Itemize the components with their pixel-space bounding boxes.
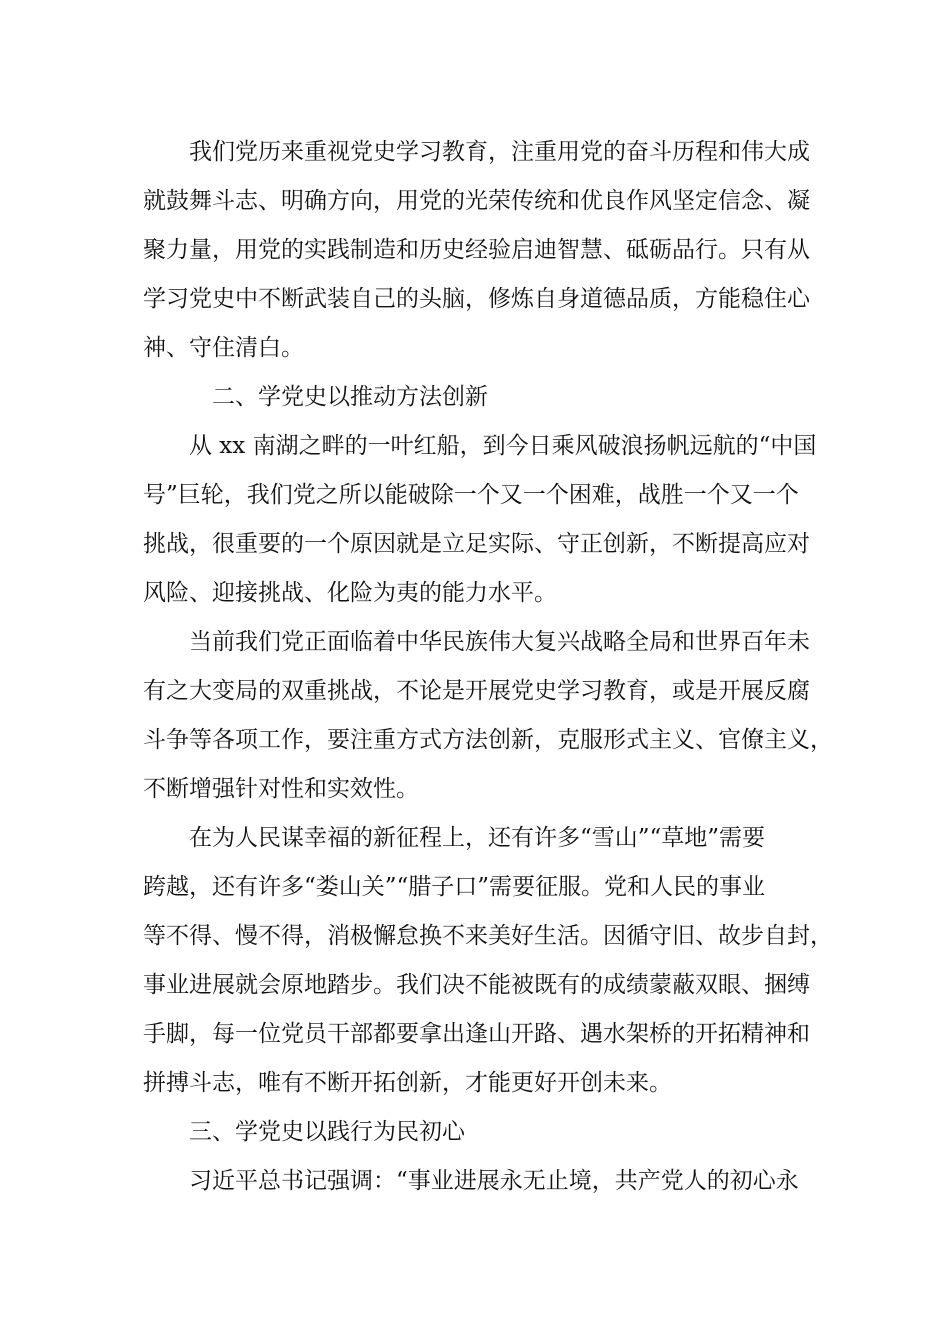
text-line: 聚力量，用党的实践制造和历史经验启迪智慧、砥砺品行。只有从: [143, 237, 810, 263]
text-line: 风险、迎接挑战、化险为夷的能力水平。: [143, 580, 557, 606]
text-line: 号”巨轮，我们党之所以能破除一个又一个困难，战胜一个又一个: [143, 482, 799, 508]
paragraph: [143, 1157, 823, 1206]
text-line: 拼搏斗志，唯有不断开拓创新，才能更好开创未来。: [143, 1070, 672, 1096]
text-line: 在为人民谋幸福的新征程上，还有许多“雪山”“草地”需要: [189, 825, 766, 851]
text-line: 事业进展就会原地踏步。我们决不能被既有的成绩蒙蔽双眼、捆缚: [143, 972, 810, 998]
text-line: 有之大变局的双重挑战，不论是开展党史学习教育，或是开展反腐: [143, 678, 810, 704]
text-line: 不断增强针对性和实效性。: [143, 776, 419, 802]
text-line: 我们党历来重视党史学习教育，注重用党的奋斗历程和伟大成: [189, 139, 810, 165]
text-line: 斗争等各项工作，要注重方式方法创新，克服形式主义、官僚主义，: [143, 727, 833, 753]
text-line: 就鼓舞斗志、明确方向，用党的光荣传统和优良作风坚定信念、凝: [143, 188, 810, 214]
heading-line: 三、学党史以践行为民初心: [189, 1119, 465, 1145]
section-heading: [143, 1108, 823, 1157]
paragraph: [143, 422, 823, 618]
section-heading: [143, 373, 823, 422]
paragraph: [143, 814, 833, 1108]
text-line: 挑战，很重要的一个原因就是立足实际、守正创新，不断提高应对: [143, 531, 810, 557]
text-line: 习近平总书记强调：“事业进展永无止境，共产党人的初心永: [189, 1168, 799, 1194]
text-line: 手脚，每一位党员干部都要拿出逢山开路、遇水架桥的开拓精神和: [143, 1021, 810, 1047]
document-body: [143, 128, 833, 1206]
heading-line: 二、学党史以推动方法创新: [212, 384, 488, 410]
paragraph: [143, 128, 823, 373]
text-line: 当前我们党正面临着中华民族伟大复兴战略全局和世界百年未: [189, 629, 810, 655]
text-line: 等不得、慢不得，消极懈怠换不来美好生活。因循守旧、故步自封，: [143, 923, 833, 949]
text-line: 跨越，还有许多“娄山关”“腊子口”需要征服。党和人民的事业: [143, 874, 766, 900]
text-line: 从 xx 南湖之畔的一叶红船，到今日乘风破浪扬帆远航的“中国: [189, 433, 817, 459]
paragraph: [143, 618, 833, 814]
text-line: 神、守住清白。: [143, 335, 304, 361]
text-line: 学习党史中不断武装自己的头脑，修炼自身道德品质，方能稳住心: [143, 286, 810, 312]
